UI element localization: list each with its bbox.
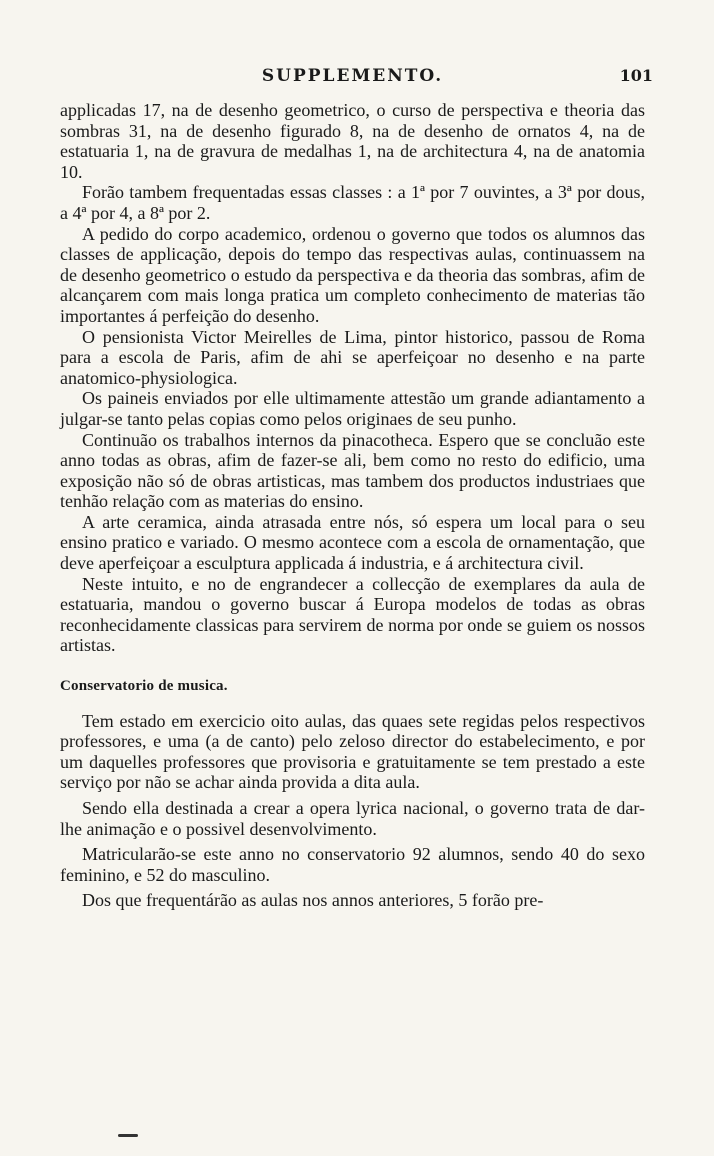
paragraph: Forão tambem frequentadas essas classes : a 1ª por 7 ouvintes, a 3ª por dous, a 4ª por 4, a 8ª por 2. <box>60 182 645 223</box>
paragraph: Os paineis enviados por elle ultimamente attestão um grande adiantamento a julgar-se tanto pelas copias como pelos originaes de seu punho. <box>60 388 645 429</box>
paragraph: A arte ceramica, ainda atrasada entre nós, só espera um local para o seu ensino pratico e variado. O mesmo acontece com a escola de ornamentação, que deve aperfeiçoar a esculptura applicada á industria, e á architectura civil. <box>60 511 645 574</box>
paragraph: Neste intuito, e no de engrandecer a collecção de exemplares da aula de estatuaria, mandou o governo buscar á Europa modelos de todas as obras reconhecidamente classicas para servirem de norma por onde se guiem os nossos artistas. <box>60 573 645 656</box>
page-number: 101 <box>619 66 653 85</box>
running-title: SUPPLEMENTO. <box>261 66 444 86</box>
paragraph: Continuão os trabalhos internos da pinacotheca. Espero que se concluão este anno todas as obras, afim de fazer-se ali, bem como no resto do edificio, uma exposição não só de obras artisticas, mas tambem dos productos industriaes que tenhão relação com as materias do ensino. <box>60 429 645 512</box>
section-body <box>60 711 645 911</box>
document-page <box>60 66 653 911</box>
paragraph: O pensionista Victor Meirelles de Lima, pintor historico, passou de Roma para a escola de Paris, afim de ahi se aperfeiçoar no desenho e na parte anatomico-physiologica. <box>60 326 645 388</box>
paragraph: Matricularão-se este anno no conservatorio 92 alumnos, sendo 40 do sexo feminino, e 52 do masculino. <box>60 844 645 885</box>
section-heading: Conservatorio de musica. <box>60 678 228 695</box>
main-body <box>60 100 645 911</box>
paragraph: A pedido do corpo academico, ordenou o governo que todos os alumnos das classes de applicação, depois do tempo das respectivas aulas, continuassem na de desenho geometrico o estudo da perspectiva e da theoria das sombras, afim de alcançarem com mais longa pratica um completo conhecimento de materias tão importantes á perfeição do desenho. <box>60 223 645 326</box>
printer-mark <box>118 1134 138 1137</box>
paragraph: Sendo ella destinada a crear a opera lyrica nacional, o governo trata de dar-lhe animação e o possivel desenvolvimento. <box>60 798 645 839</box>
paragraph: applicadas 17, na de desenho geometrico, o curso de perspectiva e theoria das sombras 31, na de desenho figurado 8, na de desenho de ornatos 4, na de estatuaria 1, na de gravura de medalhas 1, na de architectura 4, na de anatomia 10. <box>60 100 645 182</box>
paragraph: Tem estado em exercicio oito aulas, das quaes sete regidas pelos respectivos professores, e uma (a de canto) pelo zeloso director do estabelecimento, e por um daquelles professores que provisoria e gratuitamente se tem prestado a este serviço por não se achar ainda provida a dita aula. <box>60 710 645 793</box>
page-header <box>60 66 653 100</box>
paragraph: Dos que frequentárão as aulas nos annos anteriores, 5 forão pre- <box>82 890 544 911</box>
